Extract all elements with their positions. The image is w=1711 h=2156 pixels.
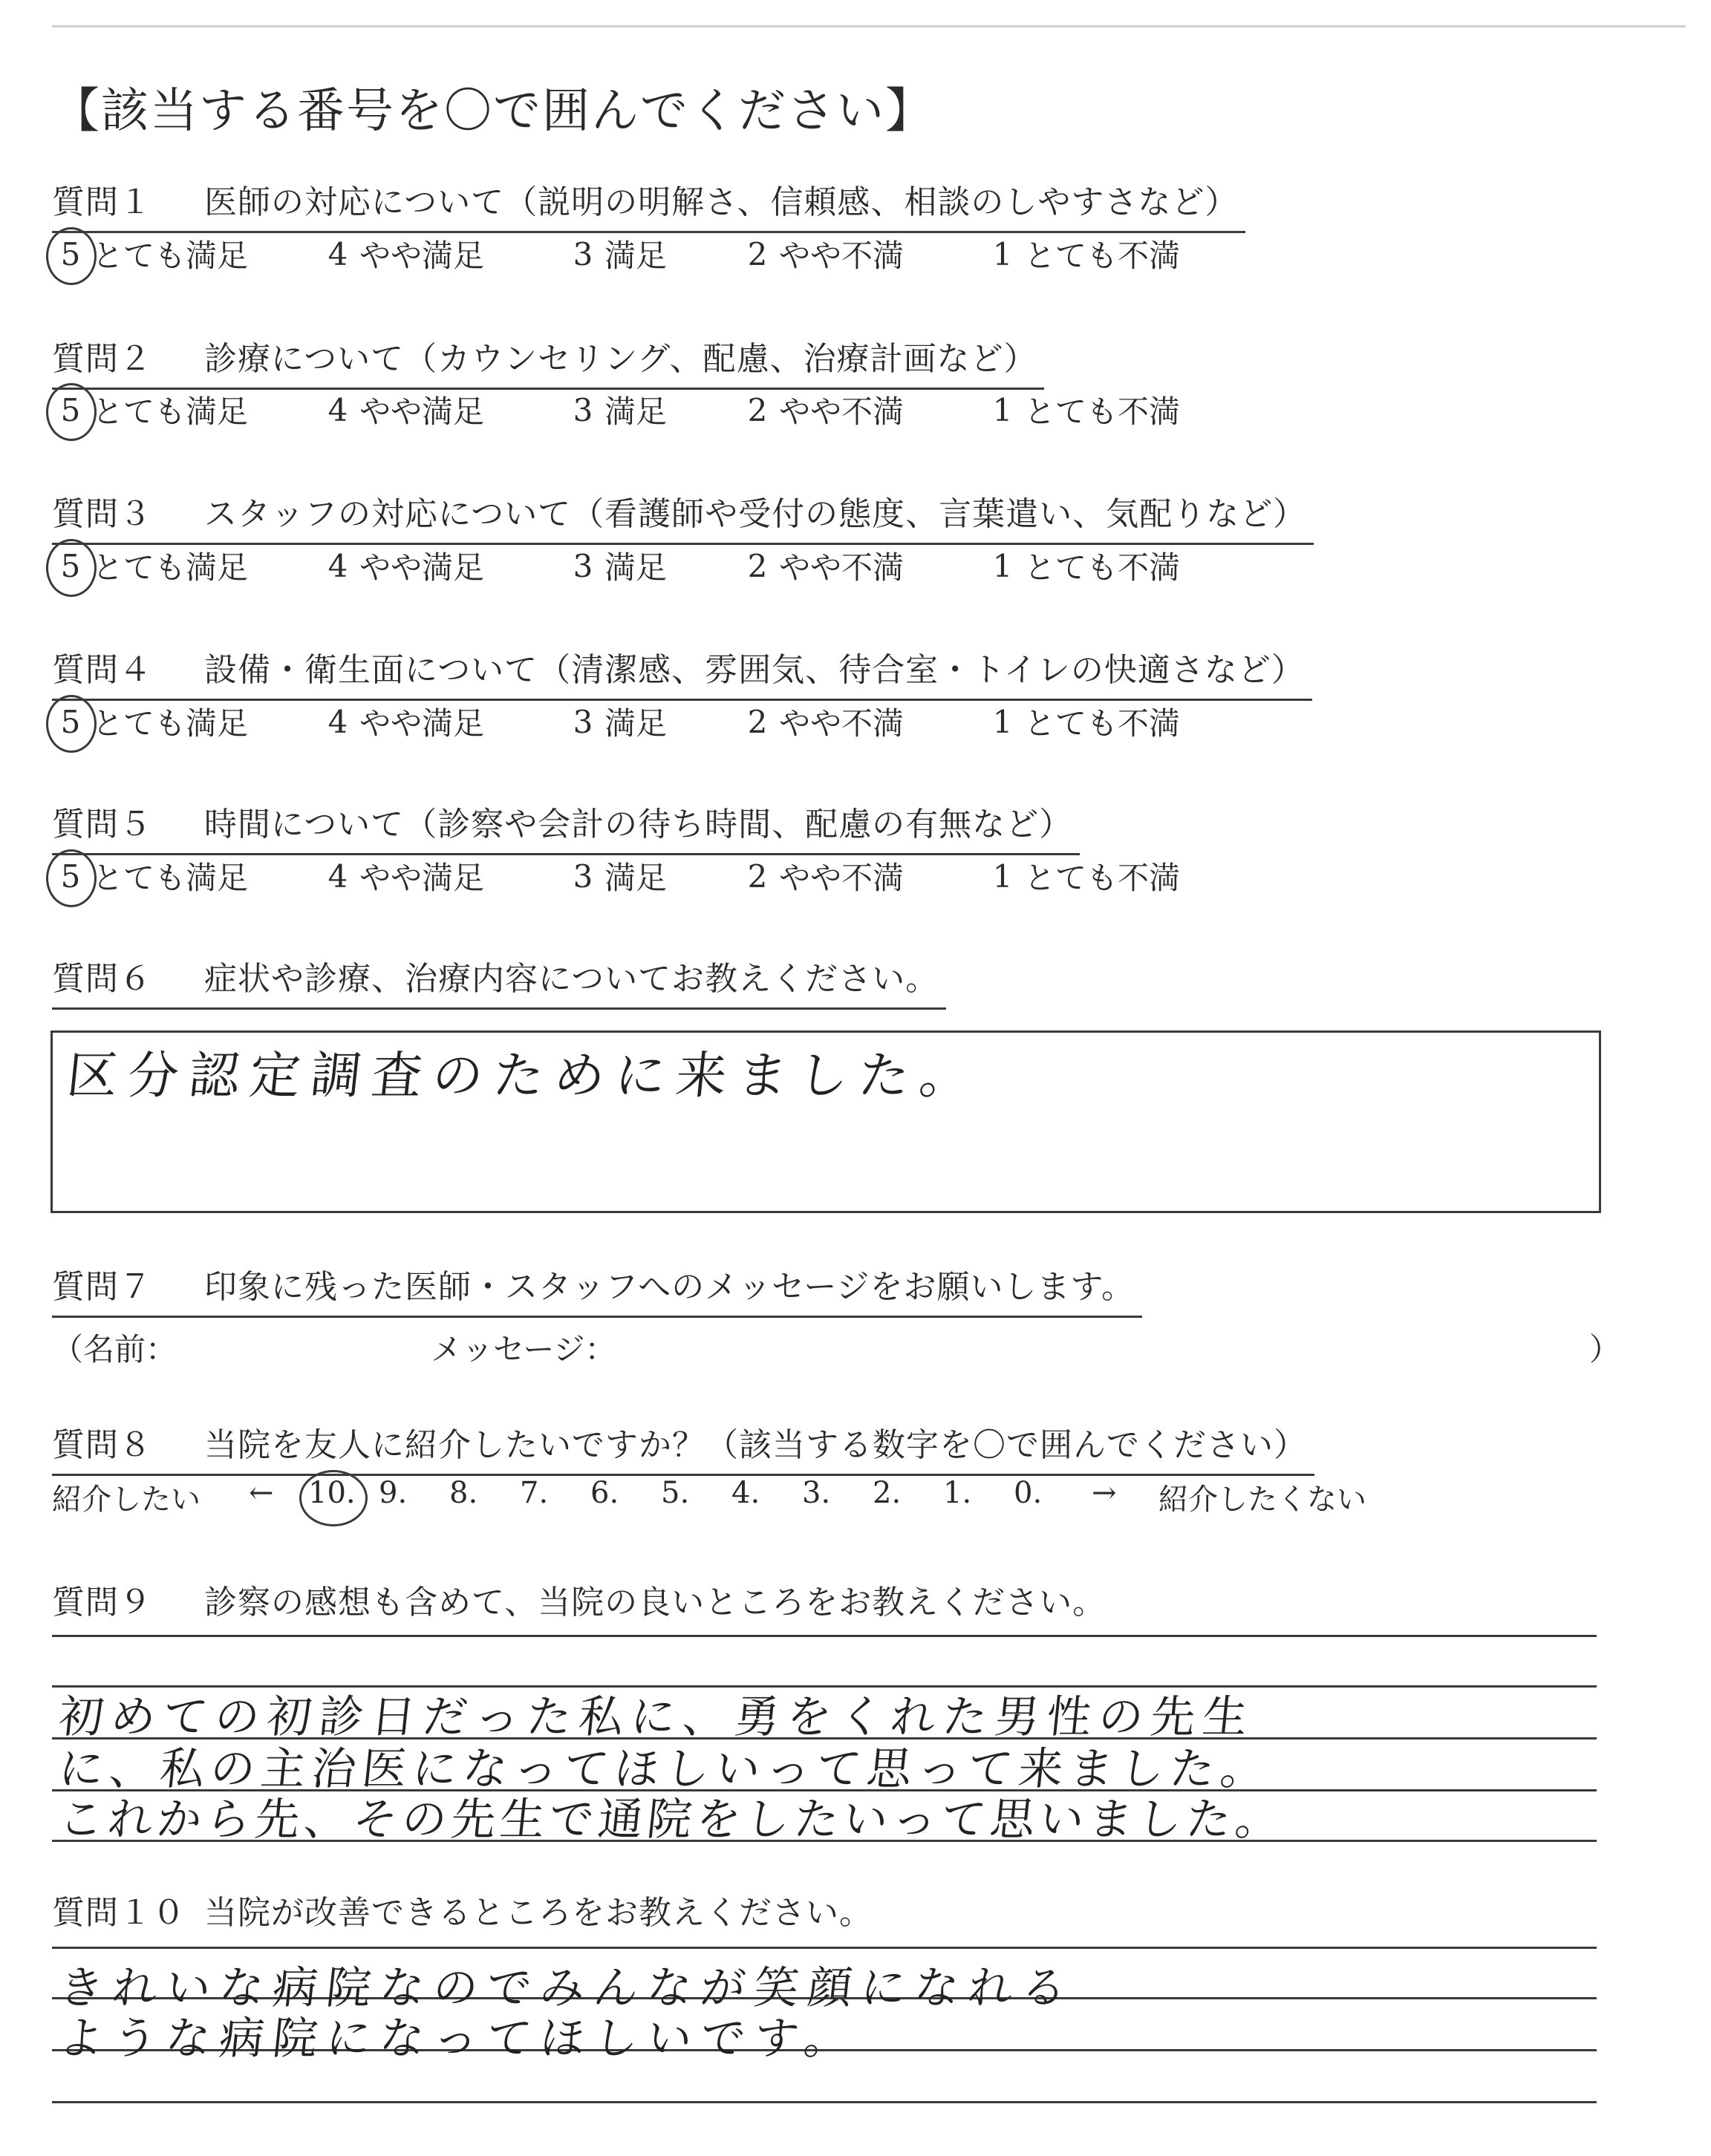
- rating-option-1[interactable]: [984, 232, 1180, 276]
- rating-number: 1: [992, 858, 1013, 895]
- rating-label: とても満足: [92, 549, 249, 586]
- rating-option-1[interactable]: [984, 854, 1180, 898]
- question-number: 質問４: [52, 651, 152, 689]
- rating-option-1[interactable]: [984, 543, 1180, 588]
- rating-label: やや不満: [779, 549, 905, 586]
- rating-label: とても不満: [1024, 238, 1181, 274]
- handwritten-answer-line: 初めての初診日だった私に、勇をくれた男性の先生: [56, 1691, 1258, 1743]
- rating-number: 4: [327, 858, 348, 895]
- rating-number: 5: [60, 235, 81, 272]
- question-number: 質問２: [52, 340, 152, 378]
- rating-label: とても不満: [1024, 860, 1181, 896]
- rating-option-4[interactable]: [319, 388, 484, 432]
- rating-number: 3: [573, 235, 593, 272]
- question-number: 質問８: [52, 1426, 152, 1464]
- rating-number: 4: [327, 547, 348, 584]
- question-7: [52, 1260, 1135, 1307]
- rating-option-5[interactable]: [52, 232, 248, 276]
- rating-number: 1: [992, 703, 1013, 740]
- rating-number: 4: [327, 391, 348, 428]
- rating-label: とても不満: [1024, 393, 1181, 430]
- rating-label: 満足: [604, 549, 668, 586]
- rating-option-2[interactable]: [739, 543, 904, 588]
- scale-value[interactable]: 4.: [731, 1476, 760, 1510]
- rating-option-1[interactable]: [984, 699, 1180, 744]
- question-2: [52, 332, 1037, 379]
- rating-number: 4: [327, 703, 348, 740]
- scale-value[interactable]: 10.: [308, 1476, 356, 1510]
- rating-number: 1: [992, 235, 1013, 272]
- scale-value[interactable]: 6.: [590, 1476, 619, 1510]
- rating-option-3[interactable]: [564, 543, 667, 588]
- rating-option-3[interactable]: [564, 232, 667, 276]
- selection-circle: [46, 383, 97, 441]
- rating-number: 3: [573, 858, 593, 895]
- answer-rule: [52, 1635, 1597, 1637]
- question-text: 診察の感想も含めて、当院の良いところをお教えください。: [204, 1584, 1107, 1621]
- question-5: [52, 797, 1072, 845]
- rating-label: やや不満: [779, 705, 905, 742]
- question-10: [52, 1886, 873, 1933]
- left-arrow: ←: [249, 1476, 274, 1510]
- scale-value[interactable]: 5.: [661, 1476, 690, 1510]
- question-underline: [52, 1316, 1142, 1318]
- handwritten-answer-line: きれいな病院なのでみんなが笑顔になれる: [56, 1962, 1078, 2014]
- rating-number: 5: [60, 858, 81, 895]
- rating-number: 2: [747, 391, 768, 428]
- rating-option-2[interactable]: [739, 232, 904, 276]
- question-8: [52, 1418, 1307, 1466]
- rating-option-5[interactable]: [52, 854, 248, 898]
- rating-option-1[interactable]: [984, 388, 1180, 432]
- rating-option-4[interactable]: [319, 699, 484, 744]
- question-9: [52, 1575, 1106, 1623]
- rating-label: やや不満: [779, 238, 905, 274]
- question-number: 質問５: [52, 806, 152, 843]
- handwritten-answer-line: に、私の主治医になってほしいって思って来ました。: [56, 1743, 1274, 1795]
- question-number: 質問１０: [52, 1894, 186, 1932]
- selection-circle: [46, 695, 97, 753]
- rating-number: 3: [573, 391, 593, 428]
- question-text: 医師の対応について（説明の明解さ、信頼感、相談のしやすさなど）: [204, 183, 1239, 221]
- rating-option-2[interactable]: [739, 699, 904, 744]
- right-label: 紹介したくない: [1158, 1483, 1366, 1517]
- question-6: [52, 952, 939, 999]
- rating-option-5[interactable]: [52, 699, 248, 744]
- scale-value[interactable]: 3.: [802, 1476, 831, 1510]
- question-text: スタッフの対応について（看護師や受付の態度、言葉遣い、気配りなど）: [204, 495, 1307, 533]
- rating-label: やや不満: [779, 860, 905, 896]
- rating-option-5[interactable]: [52, 543, 248, 588]
- handwritten-answer-line: ような病院になってほしいです。: [56, 2013, 861, 2065]
- question-number: 質問１: [52, 183, 152, 221]
- rating-label: とても満足: [92, 238, 249, 274]
- rating-label: やや不満: [779, 393, 905, 430]
- answer-rule: [52, 1947, 1597, 1949]
- rating-number: 2: [747, 703, 768, 740]
- rating-label: 満足: [604, 860, 668, 896]
- rating-number: 2: [747, 547, 768, 584]
- rating-option-3[interactable]: [564, 388, 667, 432]
- rating-number: 5: [60, 547, 81, 584]
- rating-number: 5: [60, 703, 81, 740]
- scale-value[interactable]: 8.: [449, 1476, 478, 1510]
- rating-option-4[interactable]: [319, 854, 484, 898]
- rating-label: とても不満: [1024, 705, 1181, 742]
- rating-label: とても不満: [1024, 549, 1181, 586]
- name-label: （名前：: [52, 1331, 177, 1368]
- question-text: 診療について（カウンセリング、配慮、治療計画など）: [204, 340, 1037, 378]
- question-number: 質問７: [52, 1268, 152, 1306]
- rating-option-5[interactable]: [52, 388, 248, 432]
- form-title: 【該当する番号を〇で囲んでください】: [52, 84, 934, 139]
- rating-option-4[interactable]: [319, 543, 484, 588]
- rating-label: 満足: [604, 238, 668, 274]
- question-number: 質問９: [52, 1584, 152, 1621]
- question-text: 設備・衛生面について（清潔感、雰囲気、待合室・トイレの快適さなど）: [204, 651, 1305, 689]
- page-top-edge: [52, 25, 1686, 27]
- scale-value[interactable]: 1.: [943, 1476, 972, 1510]
- rating-label: やや満足: [359, 393, 485, 430]
- question-text: 症状や診療、治療内容についてお教えください。: [204, 960, 939, 998]
- scale-value[interactable]: 9.: [379, 1476, 408, 1510]
- rating-number: 1: [992, 547, 1013, 584]
- rating-label: やや満足: [359, 549, 485, 586]
- left-label: 紹介したい: [52, 1483, 201, 1517]
- question-number: 質問６: [52, 960, 152, 998]
- question-text: 当院を友人に紹介したいですか？（該当する数字を〇で囲んでください）: [204, 1426, 1307, 1464]
- handwritten-answer-line: これから先、その先生で通院をしたいって思いました。: [56, 1794, 1288, 1846]
- answer-rule: [52, 2101, 1597, 2103]
- rating-number: 5: [60, 391, 81, 428]
- question-1: [52, 175, 1238, 223]
- scale-value[interactable]: 7.: [520, 1476, 549, 1510]
- answer-box-q6[interactable]: [50, 1030, 1601, 1213]
- rating-label: とても満足: [92, 860, 249, 896]
- rating-label: 満足: [604, 393, 668, 430]
- rating-label: やや満足: [359, 238, 485, 274]
- selection-circle: [46, 849, 97, 907]
- rating-label: とても満足: [92, 705, 249, 742]
- selection-circle: [46, 539, 97, 597]
- question-text: 当院が改善できるところをお教えください。: [204, 1894, 873, 1932]
- rating-number: 2: [747, 235, 768, 272]
- question-4: [52, 643, 1305, 690]
- rating-option-3[interactable]: [564, 699, 667, 744]
- selection-circle: [46, 227, 97, 285]
- handwritten-answer: 区分認定調査のために来ました。: [64, 1047, 984, 1105]
- rating-option-3[interactable]: [564, 854, 667, 898]
- scale-value[interactable]: 2.: [873, 1476, 902, 1510]
- rating-number: 3: [573, 703, 593, 740]
- rating-label: やや満足: [359, 705, 485, 742]
- rating-label: やや満足: [359, 860, 485, 896]
- selection-circle: [299, 1470, 368, 1526]
- question-underline: [52, 1007, 946, 1010]
- question-number: 質問３: [52, 495, 152, 533]
- rating-option-4[interactable]: [319, 232, 484, 276]
- rating-option-2[interactable]: [739, 854, 904, 898]
- message-label: メッセージ：: [431, 1331, 616, 1368]
- question-text: 印象に残った医師・スタッフへのメッセージをお願いします。: [204, 1268, 1135, 1306]
- question-text: 時間について（診察や会計の待ち時間、配慮の有無など）: [204, 806, 1073, 843]
- rating-number: 1: [992, 391, 1013, 428]
- rating-label: とても満足: [92, 393, 249, 430]
- rating-number: 2: [747, 858, 768, 895]
- scale-value[interactable]: 0.: [1014, 1476, 1043, 1510]
- right-arrow: →: [1092, 1476, 1117, 1510]
- close-paren: ）: [1589, 1331, 1621, 1368]
- rating-option-2[interactable]: [739, 388, 904, 432]
- rating-number: 4: [327, 235, 348, 272]
- question-3: [52, 487, 1306, 535]
- rating-number: 3: [573, 547, 593, 584]
- rating-label: 満足: [604, 705, 668, 742]
